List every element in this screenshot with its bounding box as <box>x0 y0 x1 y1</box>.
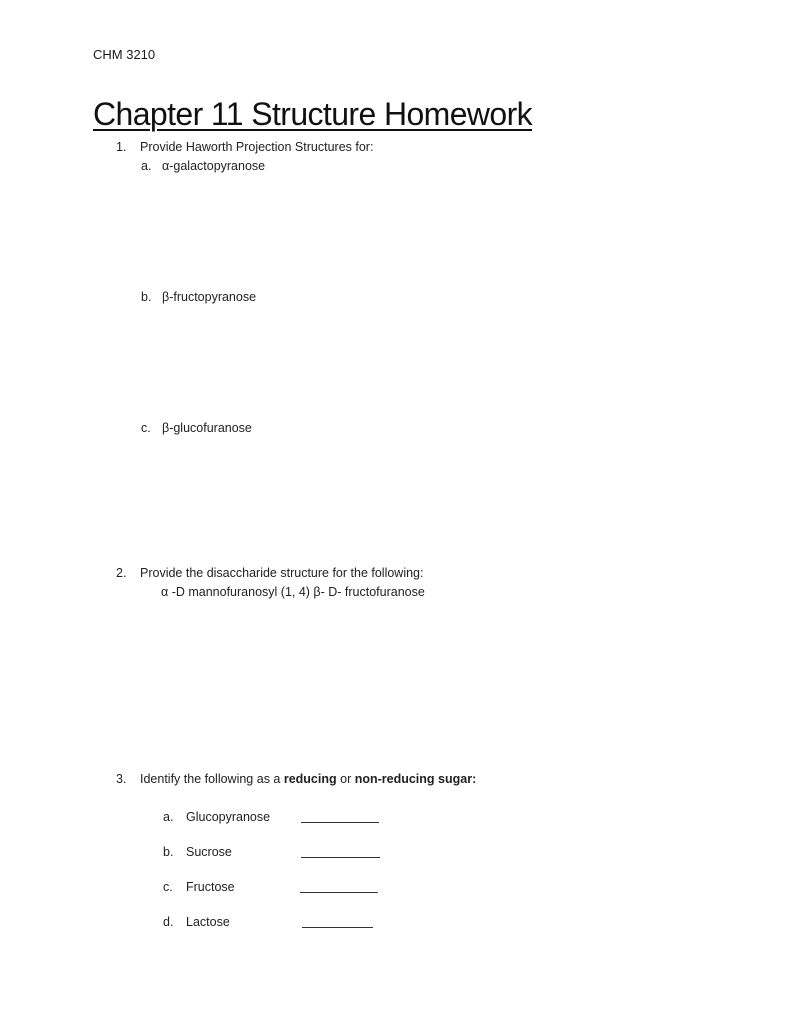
question-3-prompt-prefix: Identify the following as a <box>140 772 284 786</box>
question-2-prompt: Provide the disaccharide structure for the following: <box>140 566 424 580</box>
question-3-prompt-non-reducing: non-reducing sugar: <box>354 772 477 786</box>
question-1b-text: β-fructopyranose <box>162 290 257 304</box>
question-1c-text: β-glucofuranose <box>162 421 252 435</box>
question-2-number: 2. <box>116 566 127 580</box>
question-3-prompt <box>140 772 476 786</box>
question-3c-text: Fructose <box>186 880 235 894</box>
page-title: Chapter 11 Structure Homework <box>93 96 533 132</box>
question-3d-text: Lactose <box>186 915 230 929</box>
question-3d-letter: d. <box>163 915 174 929</box>
question-3b-letter: b. <box>163 845 174 859</box>
question-3b-text: Sucrose <box>186 845 232 859</box>
question-3-number: 3. <box>116 772 127 786</box>
question-2-compound: α -D mannofuranosyl (1, 4) β- D- fructofuranose <box>161 585 425 599</box>
question-3d-answer-blank[interactable] <box>302 927 373 928</box>
course-code: CHM 3210 <box>93 47 156 62</box>
question-3c-answer-blank[interactable] <box>300 892 378 893</box>
question-1b-letter: b. <box>141 290 152 304</box>
question-3-prompt-reducing: reducing <box>283 772 337 786</box>
question-3a-letter: a. <box>163 810 174 824</box>
question-3a-text: Glucopyranose <box>186 810 271 824</box>
question-1-prompt: Provide Haworth Projection Structures for: <box>140 140 374 154</box>
question-3c-letter: c. <box>163 880 173 894</box>
question-1c-letter: c. <box>141 421 151 435</box>
question-1a-text: α-galactopyranose <box>162 159 266 173</box>
question-1a-letter: a. <box>141 159 152 173</box>
question-1-number: 1. <box>116 140 127 154</box>
question-3-prompt-mid: or <box>336 772 355 786</box>
question-3a-answer-blank[interactable] <box>301 822 379 823</box>
question-3b-answer-blank[interactable] <box>301 857 380 858</box>
